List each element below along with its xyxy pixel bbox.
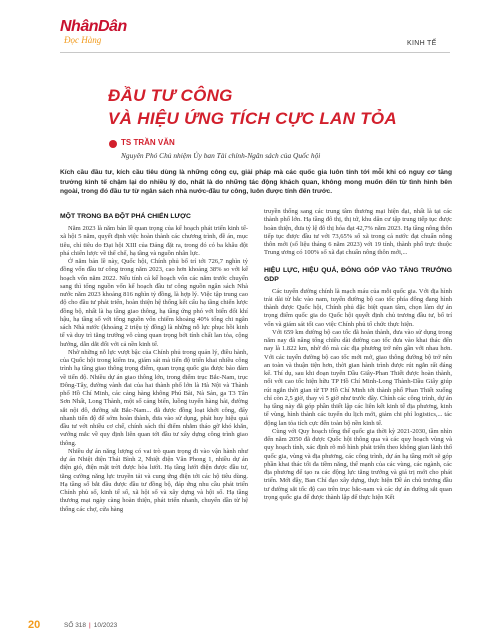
right-column [264,208,452,502]
body-paragraph: Ở năm bản lề này, Quốc hội, Chính phủ bố trí tới 726,7 nghìn tỷ đồng vốn đầu tư công trong năm 2023, cao hơn khoảng 38% so với kế hoạch vốn năm 2022. Nếu tính cả kế hoạch vốn các năm trước chuyển sang thì tổng nguồn vốn kế hoạch đầu tư công nguồn ngân sách Nhà nước năm 2023 khoảng 816 nghìn tỷ đồng, là hợp lý. Việc tập trung cao độ cho đầu tư phát triển, hoàn thiện hệ thống kết cấu hạ tầng chiến lược đồng bộ, nhất là hạ tầng giao thông, hạ tầng ứng phó với biến đổi khí hậu, hạ tầng số với tổng nguồn vốn chiếm khoảng 40% tổng chi ngân sách Nhà nước (khoảng 2 triệu tỷ đồng) là những nỗ lực phục hồi kinh tế và duy trì tăng trưởng vô cùng quan trọng bởi tính chất lan tỏa, cộng hưởng, dẫn dắt đối với cả nền kinh tế. [60,258,248,348]
article-lead: Kích cầu đầu tư, kích cầu tiêu dùng là những công cụ, giải pháp mà các quốc gia luôn tính tới mỗi khi có nguy cơ tăng trưởng kinh tế chậm lại do nhiều lý do, nhất là do những tác động khách quan, không mong muốn đến từ tình hình bên ngoài, trong đó đầu tư từ ngân sách nhà nước-đầu tư công, luôn được tính đến trước. [60,169,452,196]
logo-main-text: NhânDân [60,18,127,35]
header-divider [60,52,450,53]
author-role: Nguyên Phó Chủ nhiệm Ủy ban Tài chính-Ngân sách của Quốc hội [121,151,321,160]
right-section-heading: HIỆU LỰC, HIỆU QUẢ, ĐÓNG GÓP VÀO TĂNG TRƯỞNG GDP [264,266,452,283]
issue-number: SỐ 318 [64,622,87,629]
left-section-heading: MỘT TRONG BA ĐỘT PHÁ CHIẾN LƯỢC [60,213,191,220]
issue-separator: | [89,622,91,629]
page-number: 20 [28,619,41,631]
author-bullet-icon [109,140,117,148]
section-label: KINH TẾ [407,40,437,47]
body-paragraph: truyền thống sang các trung tâm thương mại hiện đại, nhất là tại các thành phố lớn. Hạ tầng đô thị, thị tứ, khu dân cư tập trung tiếp tục được hoàn thiện, đưa tỷ lệ đô thị hóa đạt 42,7% năm 2023. Hạ tầng nông thôn tiếp tục được đầu tư với 73,65% số xã trong cả nước đạt chuẩn nông thôn mới (số liệu tháng 6 năm 2023) với 19 tỉnh, thành phố trực thuộc Trung ương có 100% số xã đạt chuẩn nông thôn mới,... [264,208,452,257]
author-name: TS TRẦN VĂN [121,138,175,147]
page-footer [0,614,500,637]
body-paragraph: Năm 2023 là năm bản lề quan trọng của kế hoạch phát triển kinh tế-xã hội 5 năm, quyết định việc hoàn thành các chương trình, đề án, mục tiêu, chỉ tiêu do Đại hội XIII của Đảng đặt ra, trong đó có ba khâu đột phá chiến lược về thể chế, hạ tầng và nguồn nhân lực. [60,225,248,257]
title-line-1: ĐẦU TƯ CÔNG [108,86,233,105]
title-line-2: VÀ HIỆU ỨNG TÍCH CỰC LAN TỎA [108,109,397,128]
issue-info [64,622,117,629]
left-column [60,208,248,514]
body-paragraph: Với 659 km đường bộ cao tốc đã hoàn thành, đưa vào sử dụng trong năm nay đã nâng tổng chiều dài đường cao tốc đưa vào khai thác đến nay là 1.822 km, nhờ đó mà các địa phương trở nên gần với nhau hơn. Với các tuyến đường bộ cao tốc mới mở, giao thông đường bộ trở nên an toàn và thuận tiện hơn, thời gian hành trình được rút ngắn rất đáng kể. Thí dụ, sau khi đoạn tuyến Dầu Giây-Phan Thiết được hoàn thành, nối với cao tốc hiện hữu TP Hồ Chí Minh-Long Thành-Dầu Giây giúp rút ngắn thời gian từ TP Hồ Chí Minh tới thành phố Phan Thiết xuống chỉ còn 2,5 giờ, thay vì 5 giờ như trước đây. Chính các công trình, dự án hạ tầng này đã góp phần thiết lập các liên kết kinh tế địa phương, kinh tế vùng, hình thành các tuyến du lịch mới, giảm chi phí logistics,... tác động lan tỏa tích cực đến toàn bộ nền kinh tế. [264,328,452,427]
publication-logo [60,18,128,48]
body-paragraph: Nhờ những nỗ lực vượt bậc của Chính phủ trong quản lý, điều hành, của Quốc hội trong kiểm tra, giám sát mà tiến độ triển khai nhiều công trình hạ tầng giao thông trọng điểm, quan trọng quốc gia được bảo đảm về tiến độ. Nhiều dự án giao thông lớn, trong điểm trục Bắc-Nam, trục Đông-Tây, đường vành đai của hai thành phố lớn là Hà Nội và Thành phố Hồ Chí Minh, các cảng hàng không Phú Bài, Nà Sản, ga T3 Tân Sơn Nhất, Long Thành, một số cảng biển, luồng tuyến hàng hải, đường sắt nội đô, đường sắt Bắc-Nam... đã được đồng loạt khởi công, đẩy nhanh tiến độ để sớm hoàn thành, đưa vào sử dụng, phát huy hiệu quả đầu tư với nhiều cơ chế, chính sách thí điểm nhằm tháo gỡ khó khăn, vướng mắc về quy định liên quan tới đầu tư xây dựng công trình giao thông. [60,348,248,447]
issue-date: 10/2023 [93,622,118,629]
logo-sub-text: Đọc Hàng [64,35,102,45]
article-title [108,84,468,130]
body-paragraph: Nhiều dự án năng lượng có vai trò quan trọng đi vào vận hành như dự án Nhiệt điện Thái Bình 2, Nhiệt điện Vân Phong 1, nhiều dự án điện gió, điện mặt trời được hòa lưới. Hạ tầng lưới điện được đầu tư, tăng cường năng lực truyền tải và cung ứng điện tới các hộ tiêu dùng. Hạ tầng số bắt đầu được đầu tư đồng bộ, đáp ứng nhu cầu phát triển Chính phủ số, kinh tế số, xã hội số và xây dựng và hội số. Hạ tầng thương mại ngày càng hoàn thiện, phát triển nhanh, chuyển dần từ hệ thống các chợ, cửa hàng [60,447,248,513]
body-paragraph: Cùng với Quy hoạch tổng thể quốc gia thời kỳ 2021-2030, tầm nhìn đến năm 2050 đã được Quốc hội thông qua và các quy hoạch vùng và quy hoạch tỉnh, xác định rõ mô hình phát triển theo không gian lãnh thổ quốc gia, vùng và địa phương, các công trình, dự án hạ tầng mới sẽ góp phần khai thác tối đa tiềm năng, thế mạnh của các vùng, các ngành, các địa phương để tạo ra các động lực tăng trưởng và giá trị mới cho phát triển. Mới đây, Ban Chỉ đạo xây dựng, thực hiện Đề án chủ trương đầu tư đường sắt tốc độ cao trên trục bắc-nam và các dự án đường sắt quan trọng quốc gia để được thành lập để thực hiện Kết [264,427,452,501]
page-header [0,0,500,56]
body-paragraph: Các tuyến đường chính là mạch máu của mỗi quốc gia. Với địa hình trải dài từ bắc vào nam, tuyến đường bộ cao tốc phía đông đang hình thành được Quốc hội, Chính phủ đặc biệt quan tâm, chọn làm dự án trọng điểm quốc gia do Quốc hội quyết định chủ trương đầu tư, bố trí vốn và giám sát tối cao việc Chính phủ tổ chức thực hiện. [264,287,452,328]
